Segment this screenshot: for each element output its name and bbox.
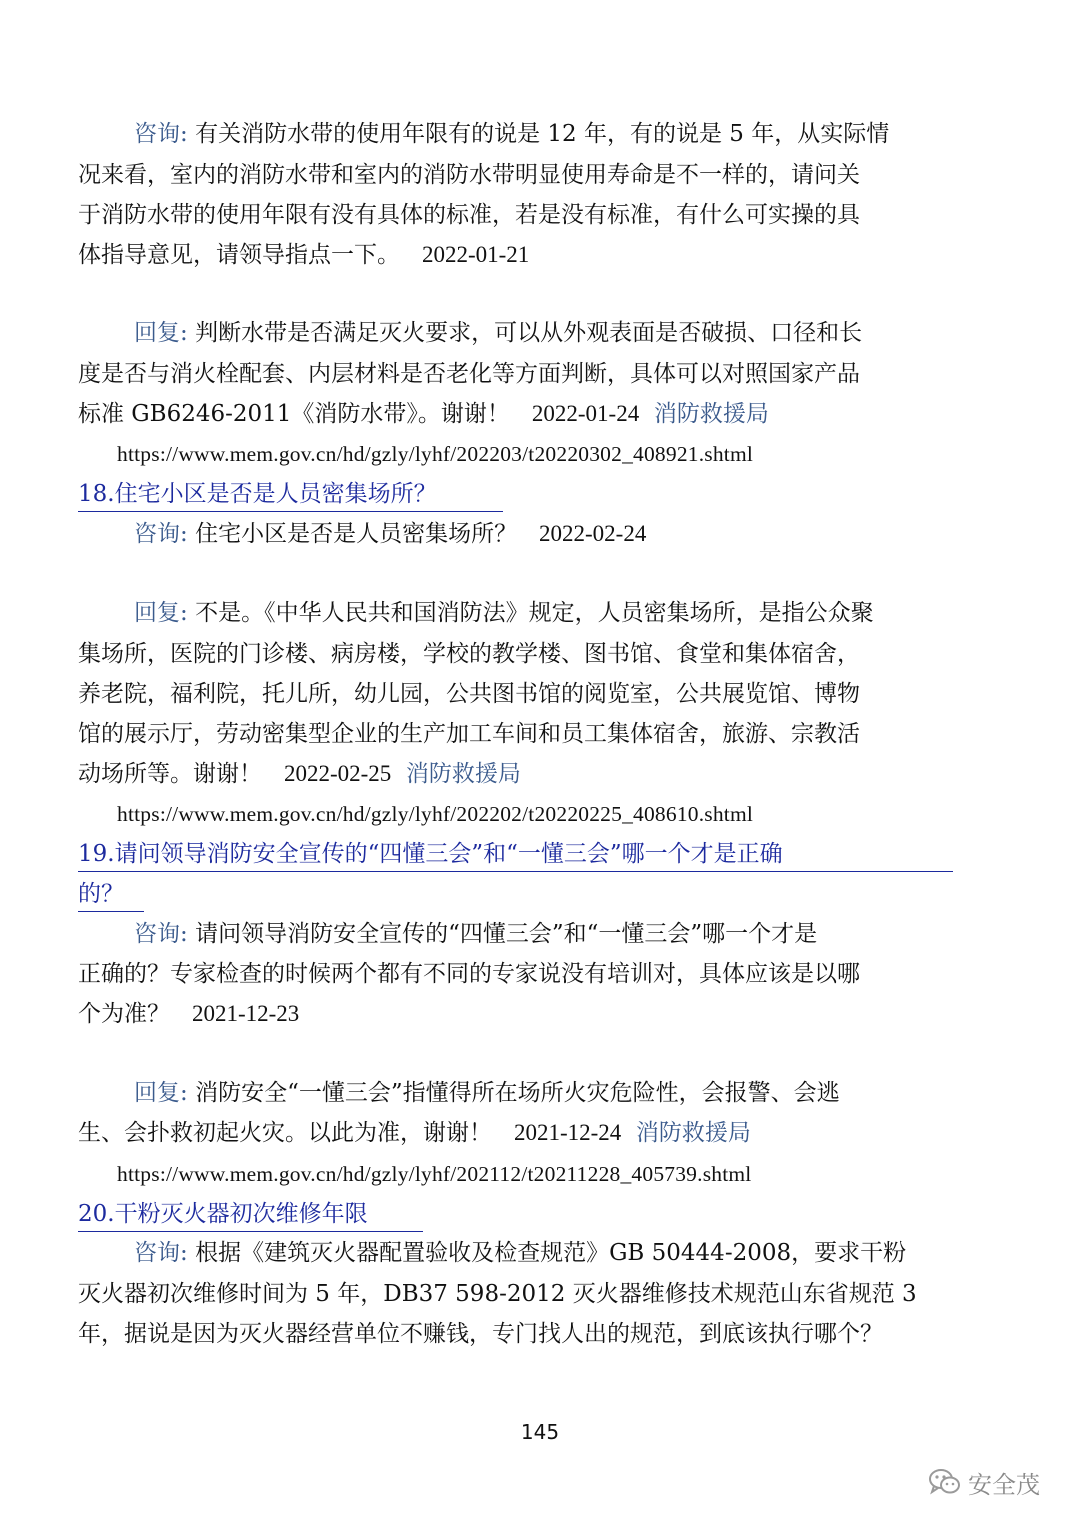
paragraph-line: 于消防水带的使用年限有没有具体的标准，若是没有标准，有什么可实操的具	[78, 202, 860, 228]
paragraph-line: 养老院，福利院，托儿所，幼儿园，公共图书馆的阅览室，公共展览馆、博物	[78, 681, 860, 707]
paragraph-line: 回复: 判断水带是否满足灭火要求，可以从外观表面是否破损、口径和长	[134, 320, 863, 346]
heading-underline	[78, 511, 503, 513]
ask-label: 咨询:	[134, 121, 188, 147]
heading-underline	[78, 911, 144, 913]
paragraph-line: 标准 GB6246-2011《消防水带》。谢谢！ 2022-01-24 消防救援局	[78, 401, 769, 427]
paragraph-line: 个为准？ 2021-12-23	[78, 1001, 300, 1027]
paragraph-line: 咨询: 有关消防水带的使用年限有的说是 12 年，有的说是 5 年，从实际情	[134, 121, 890, 147]
ask-label: 咨询:	[134, 921, 188, 947]
date: 2022-01-24	[531, 401, 640, 426]
paragraph-line: 况来看，室内的消防水带和室内的消防水带明显使用寿命是不一样的，请问关	[78, 162, 860, 188]
department-name: 消防救援局	[653, 401, 769, 427]
section-heading[interactable]: 20.干粉灭火器初次维修年限	[78, 1194, 423, 1234]
date: 2021-12-23	[191, 1001, 300, 1026]
watermark-text: 安全茂	[968, 1470, 1040, 1499]
date: 2022-01-21	[421, 242, 530, 267]
paragraph-line: 正确的？专家检查的时候两个都有不同的专家说没有培训对，具体应该是以哪	[78, 961, 860, 987]
reply-label: 回复:	[134, 600, 188, 626]
source-url[interactable]: https://www.mem.gov.cn/hd/gzly/lyhf/202202/t20220225_408610.shtml	[117, 802, 754, 826]
heading-underline	[78, 871, 953, 873]
section-heading-continued[interactable]: 的？	[78, 874, 144, 914]
paragraph-line: 咨询: 根据《建筑灭火器配置验收及检查规范》GB 50444-2008，要求干粉	[134, 1240, 907, 1266]
date: 2022-02-25	[283, 761, 392, 786]
section-heading[interactable]: 19.请问领导消防安全宣传的“四懂三会”和“一懂三会”哪一个才是正确	[78, 834, 953, 874]
wechat-icon	[928, 1467, 962, 1497]
paragraph-line: 回复: 不是。《中华人民共和国消防法》规定，人员密集场所，是指公众聚	[134, 600, 874, 626]
paragraph-line: 咨询: 请问领导消防安全宣传的“四懂三会”和“一懂三会”哪一个才是	[134, 921, 818, 947]
paragraph-line: 动场所等。谢谢！ 2022-02-25 消防救援局	[78, 761, 521, 787]
department-name: 消防救援局	[635, 1120, 751, 1146]
heading-underline	[78, 1231, 423, 1233]
date: 2021-12-24	[513, 1120, 622, 1145]
paragraph-line: 生、会扑救初起火灾。以此为准，谢谢！ 2021-12-24 消防救援局	[78, 1120, 751, 1146]
date: 2022-02-24	[539, 521, 647, 546]
section-heading[interactable]: 18.住宅小区是否是人员密集场所？	[78, 474, 503, 514]
paragraph-line: 度是否与消火栓配套、内层材料是否老化等方面判断，具体可以对照国家产品	[78, 361, 860, 387]
reply-label: 回复:	[134, 320, 188, 346]
paragraph-line: 年，据说是因为灭火器经营单位不赚钱，专门找人出的规范，到底该执行哪个？	[78, 1321, 883, 1347]
paragraph-line: 馆的展示厅，劳动密集型企业的生产加工车间和员工集体宿舍，旅游、宗教活	[78, 721, 860, 747]
page-number: 145	[520, 1420, 560, 1444]
source-url[interactable]: https://www.mem.gov.cn/hd/gzly/lyhf/202203/t20220302_408921.shtml	[117, 442, 754, 466]
paragraph-line: 灭火器初次维修时间为 5 年，DB37 598-2012 灭火器维修技术规范山东省规范 3	[78, 1281, 917, 1307]
paragraph-line: 体指导意见，请领导指点一下。 2022-01-21	[78, 242, 530, 268]
ask-label: 咨询:	[134, 521, 188, 547]
ask-label: 咨询:	[134, 1240, 188, 1266]
department-name: 消防救援局	[405, 761, 521, 787]
source-url[interactable]: https://www.mem.gov.cn/hd/gzly/lyhf/202112/t20211228_405739.shtml	[117, 1162, 752, 1186]
paragraph-line: 咨询: 住宅小区是否是人员密集场所？ 2022-02-24	[134, 521, 647, 547]
paragraph-line: 集场所，医院的门诊楼、病房楼，学校的教学楼、图书馆、食堂和集体宿舍，	[78, 641, 860, 667]
watermark	[928, 1462, 1040, 1502]
reply-label: 回复:	[134, 1080, 188, 1106]
paragraph-line: 回复: 消防安全“一懂三会”指懂得所在场所火灾危险性，会报警、会逃	[134, 1080, 840, 1106]
